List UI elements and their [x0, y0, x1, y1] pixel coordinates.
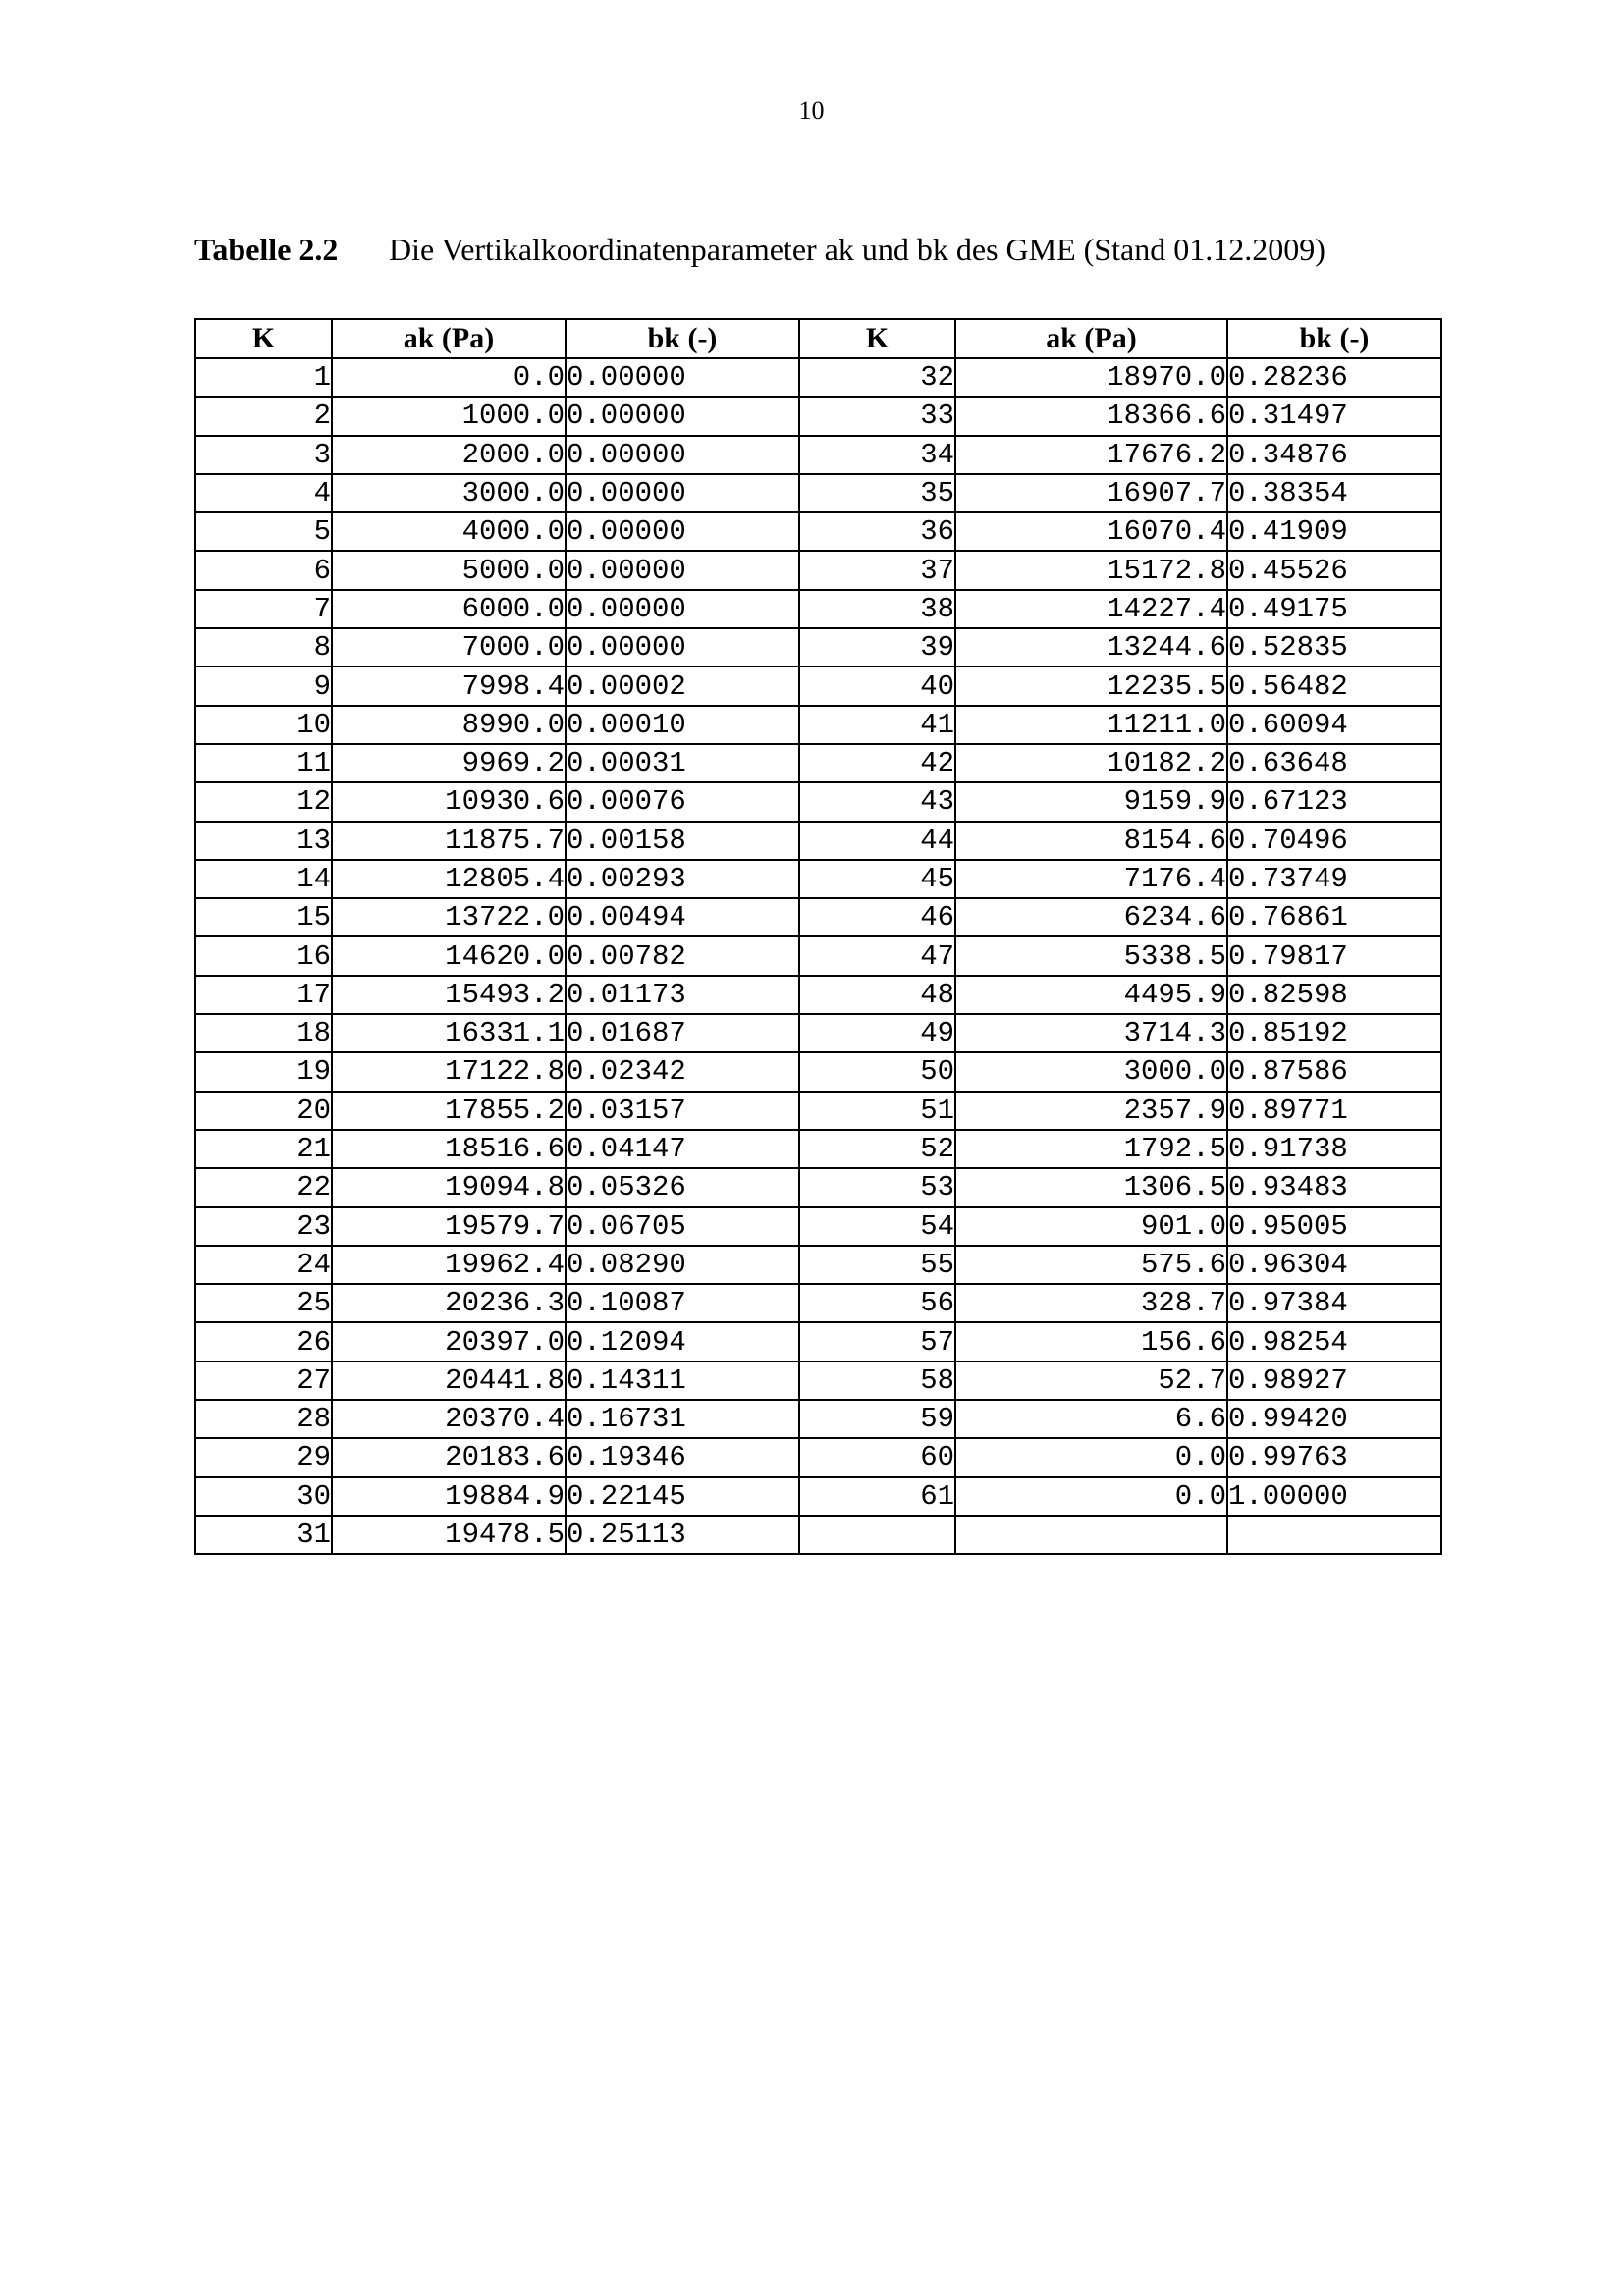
cell-k-left: 11 [195, 744, 332, 782]
cell-ak-right: 901.0 [955, 1207, 1227, 1246]
cell-ak-right: 0.0 [955, 1477, 1227, 1516]
cell-ak-right: 8154.6 [955, 822, 1227, 860]
cell-k-right: 59 [799, 1400, 955, 1438]
cell-bk-left: 0.01687 [566, 1014, 799, 1052]
cell-bk-left: 0.22145 [566, 1477, 799, 1516]
cell-k-left: 2 [195, 397, 332, 435]
cell-ak-left: 19884.9 [332, 1477, 566, 1516]
cell-bk-right: 0.41909 [1227, 512, 1441, 551]
cell-k-left: 4 [195, 474, 332, 512]
cell-ak-left: 20236.3 [332, 1284, 566, 1322]
cell-ak-left: 19478.5 [332, 1516, 566, 1554]
cell-ak-left: 14620.0 [332, 936, 566, 975]
cell-k-right: 44 [799, 822, 955, 860]
cell-k-left: 27 [195, 1362, 332, 1400]
cell-bk-left: 0.00031 [566, 744, 799, 782]
cell-bk-left: 0.10087 [566, 1284, 799, 1322]
cell-ak-left: 3000.0 [332, 474, 566, 512]
header-ak-right: ak (Pa) [955, 319, 1227, 358]
cell-ak-left: 1000.0 [332, 397, 566, 435]
caption-label: Tabelle 2.2 [194, 232, 339, 267]
cell-k-left: 7 [195, 590, 332, 628]
cell-k-right: 38 [799, 590, 955, 628]
cell-k-right: 32 [799, 358, 955, 397]
cell-k-left: 19 [195, 1052, 332, 1091]
cell-bk-right: 0.96304 [1227, 1246, 1441, 1284]
cell-bk-left: 0.00000 [566, 590, 799, 628]
cell-bk-left: 0.00000 [566, 628, 799, 667]
cell-ak-right: 5338.5 [955, 936, 1227, 975]
cell-k-right: 35 [799, 474, 955, 512]
cell-ak-left: 19579.7 [332, 1207, 566, 1246]
cell-bk-right: 0.45526 [1227, 551, 1441, 589]
cell-ak-left: 2000.0 [332, 436, 566, 474]
table-row [195, 551, 1441, 589]
table-row [195, 1092, 1441, 1130]
table-row [195, 1400, 1441, 1438]
cell-ak-right [955, 1516, 1227, 1554]
cell-k-right: 39 [799, 628, 955, 667]
table-row [195, 1477, 1441, 1516]
cell-k-left: 13 [195, 822, 332, 860]
cell-k-right: 42 [799, 744, 955, 782]
cell-k-right: 40 [799, 667, 955, 705]
cell-ak-left: 12805.4 [332, 860, 566, 898]
table-row [195, 397, 1441, 435]
cell-bk-left: 0.00000 [566, 512, 799, 551]
cell-bk-right: 0.67123 [1227, 782, 1441, 821]
cell-bk-left: 0.00000 [566, 358, 799, 397]
cell-bk-left: 0.12094 [566, 1322, 799, 1361]
cell-bk-right: 0.85192 [1227, 1014, 1441, 1052]
cell-bk-left: 0.00000 [566, 474, 799, 512]
cell-k-left: 25 [195, 1284, 332, 1322]
cell-bk-left: 0.00076 [566, 782, 799, 821]
cell-ak-left: 20397.0 [332, 1322, 566, 1361]
cell-ak-right: 1792.5 [955, 1130, 1227, 1168]
cell-bk-left: 0.14311 [566, 1362, 799, 1400]
cell-ak-left: 17855.2 [332, 1092, 566, 1130]
cell-ak-right: 13244.6 [955, 628, 1227, 667]
table-row [195, 1246, 1441, 1284]
cell-bk-left: 0.00782 [566, 936, 799, 975]
table-row [195, 1052, 1441, 1091]
cell-k-left: 21 [195, 1130, 332, 1168]
cell-ak-right: 9159.9 [955, 782, 1227, 821]
cell-ak-left: 8990.0 [332, 706, 566, 744]
cell-k-right: 50 [799, 1052, 955, 1091]
cell-ak-right: 12235.5 [955, 667, 1227, 705]
cell-bk-right: 0.73749 [1227, 860, 1441, 898]
cell-bk-right: 0.49175 [1227, 590, 1441, 628]
table-row [195, 358, 1441, 397]
table-row [195, 1516, 1441, 1554]
cell-ak-right: 16070.4 [955, 512, 1227, 551]
cell-k-left: 12 [195, 782, 332, 821]
cell-ak-left: 20370.4 [332, 1400, 566, 1438]
table-row [195, 936, 1441, 975]
cell-ak-right: 10182.2 [955, 744, 1227, 782]
cell-ak-right: 6234.6 [955, 898, 1227, 936]
cell-k-right: 60 [799, 1438, 955, 1476]
cell-bk-right: 0.79817 [1227, 936, 1441, 975]
cell-k-right: 36 [799, 512, 955, 551]
cell-ak-left: 17122.8 [332, 1052, 566, 1091]
table-row [195, 898, 1441, 936]
cell-k-right: 48 [799, 976, 955, 1014]
cell-k-right: 47 [799, 936, 955, 975]
table-row [195, 782, 1441, 821]
cell-ak-left: 19962.4 [332, 1246, 566, 1284]
cell-k-right: 37 [799, 551, 955, 589]
table-caption [194, 232, 1325, 268]
cell-ak-right: 18970.0 [955, 358, 1227, 397]
header-ak-left: ak (Pa) [332, 319, 566, 358]
cell-k-right: 34 [799, 436, 955, 474]
cell-bk-left: 0.02342 [566, 1052, 799, 1091]
cell-ak-left: 20441.8 [332, 1362, 566, 1400]
cell-k-right: 53 [799, 1168, 955, 1206]
header-bk-left: bk (-) [566, 319, 799, 358]
cell-ak-left: 11875.7 [332, 822, 566, 860]
cell-bk-left: 0.01173 [566, 976, 799, 1014]
cell-k-left: 18 [195, 1014, 332, 1052]
cell-bk-right: 0.82598 [1227, 976, 1441, 1014]
table-row [195, 706, 1441, 744]
cell-ak-left: 9969.2 [332, 744, 566, 782]
table-row [195, 1322, 1441, 1361]
cell-k-right: 57 [799, 1322, 955, 1361]
cell-k-right: 56 [799, 1284, 955, 1322]
table-header-row [195, 319, 1441, 358]
cell-bk-left: 0.00010 [566, 706, 799, 744]
cell-bk-right: 0.76861 [1227, 898, 1441, 936]
cell-ak-right: 1306.5 [955, 1168, 1227, 1206]
cell-ak-right: 4495.9 [955, 976, 1227, 1014]
cell-ak-right: 575.6 [955, 1246, 1227, 1284]
table-row [195, 1438, 1441, 1476]
cell-ak-left: 4000.0 [332, 512, 566, 551]
table-row [195, 628, 1441, 667]
cell-bk-right: 0.56482 [1227, 667, 1441, 705]
table-row [195, 1130, 1441, 1168]
cell-bk-right: 1.00000 [1227, 1477, 1441, 1516]
cell-bk-left: 0.05326 [566, 1168, 799, 1206]
cell-ak-right: 3000.0 [955, 1052, 1227, 1091]
cell-ak-right: 6.6 [955, 1400, 1227, 1438]
cell-ak-right: 328.7 [955, 1284, 1227, 1322]
table-row [195, 976, 1441, 1014]
cell-ak-left: 13722.0 [332, 898, 566, 936]
cell-ak-left: 19094.8 [332, 1168, 566, 1206]
cell-k-left: 14 [195, 860, 332, 898]
cell-k-right: 46 [799, 898, 955, 936]
cell-ak-right: 16907.7 [955, 474, 1227, 512]
page-number: 10 [798, 96, 825, 125]
table-row [195, 667, 1441, 705]
cell-k-right: 45 [799, 860, 955, 898]
cell-ak-right: 0.0 [955, 1438, 1227, 1476]
cell-k-right: 33 [799, 397, 955, 435]
cell-k-right: 41 [799, 706, 955, 744]
cell-k-left: 20 [195, 1092, 332, 1130]
table-row [195, 436, 1441, 474]
cell-k-left: 1 [195, 358, 332, 397]
cell-k-left: 15 [195, 898, 332, 936]
cell-k-left: 22 [195, 1168, 332, 1206]
cell-k-right: 55 [799, 1246, 955, 1284]
header-bk-right: bk (-) [1227, 319, 1441, 358]
cell-ak-right: 17676.2 [955, 436, 1227, 474]
cell-ak-left: 10930.6 [332, 782, 566, 821]
table-row [195, 860, 1441, 898]
cell-bk-left: 0.25113 [566, 1516, 799, 1554]
cell-k-right: 54 [799, 1207, 955, 1246]
cell-k-right: 58 [799, 1362, 955, 1400]
cell-ak-left: 20183.6 [332, 1438, 566, 1476]
vertical-coordinate-table [194, 318, 1442, 1555]
cell-bk-right: 0.97384 [1227, 1284, 1441, 1322]
cell-ak-right: 14227.4 [955, 590, 1227, 628]
table-row [195, 1014, 1441, 1052]
header-k-left: K [195, 319, 332, 358]
cell-ak-right: 3714.3 [955, 1014, 1227, 1052]
cell-ak-left: 0.0 [332, 358, 566, 397]
table-row [195, 1207, 1441, 1246]
cell-k-right: 49 [799, 1014, 955, 1052]
cell-ak-right: 7176.4 [955, 860, 1227, 898]
cell-ak-right: 11211.0 [955, 706, 1227, 744]
cell-bk-left: 0.08290 [566, 1246, 799, 1284]
cell-bk-left: 0.04147 [566, 1130, 799, 1168]
cell-bk-right [1227, 1516, 1441, 1554]
cell-k-left: 6 [195, 551, 332, 589]
table-row [195, 590, 1441, 628]
cell-k-left: 3 [195, 436, 332, 474]
cell-ak-left: 18516.6 [332, 1130, 566, 1168]
cell-bk-right: 0.93483 [1227, 1168, 1441, 1206]
caption-text: Die Vertikalkoordinatenparameter ak und bk des GME (Stand 01.12.2009) [389, 232, 1325, 267]
cell-bk-left: 0.00000 [566, 436, 799, 474]
cell-ak-left: 16331.1 [332, 1014, 566, 1052]
cell-k-left: 23 [195, 1207, 332, 1246]
cell-ak-right: 156.6 [955, 1322, 1227, 1361]
cell-ak-left: 15493.2 [332, 976, 566, 1014]
cell-bk-left: 0.03157 [566, 1092, 799, 1130]
cell-bk-right: 0.99763 [1227, 1438, 1441, 1476]
cell-bk-left: 0.16731 [566, 1400, 799, 1438]
cell-bk-left: 0.00002 [566, 667, 799, 705]
cell-bk-left: 0.06705 [566, 1207, 799, 1246]
cell-bk-left: 0.00494 [566, 898, 799, 936]
cell-ak-right: 15172.8 [955, 551, 1227, 589]
cell-bk-right: 0.38354 [1227, 474, 1441, 512]
cell-k-left: 31 [195, 1516, 332, 1554]
cell-bk-left: 0.00293 [566, 860, 799, 898]
cell-bk-right: 0.34876 [1227, 436, 1441, 474]
cell-bk-right: 0.91738 [1227, 1130, 1441, 1168]
cell-k-left: 16 [195, 936, 332, 975]
cell-k-left: 5 [195, 512, 332, 551]
cell-k-right: 61 [799, 1477, 955, 1516]
cell-bk-left: 0.00158 [566, 822, 799, 860]
cell-k-left: 30 [195, 1477, 332, 1516]
cell-bk-left: 0.00000 [566, 551, 799, 589]
cell-bk-right: 0.89771 [1227, 1092, 1441, 1130]
table-body [195, 358, 1441, 1554]
cell-bk-right: 0.70496 [1227, 822, 1441, 860]
cell-ak-left: 7998.4 [332, 667, 566, 705]
cell-k-right: 52 [799, 1130, 955, 1168]
cell-k-left: 29 [195, 1438, 332, 1476]
cell-k-right [799, 1516, 955, 1554]
cell-ak-right: 18366.6 [955, 397, 1227, 435]
cell-ak-left: 6000.0 [332, 590, 566, 628]
table-row [195, 474, 1441, 512]
cell-k-left: 8 [195, 628, 332, 667]
cell-bk-left: 0.00000 [566, 397, 799, 435]
cell-k-left: 28 [195, 1400, 332, 1438]
cell-bk-right: 0.87586 [1227, 1052, 1441, 1091]
cell-bk-right: 0.28236 [1227, 358, 1441, 397]
table-row [195, 1362, 1441, 1400]
cell-k-right: 43 [799, 782, 955, 821]
cell-ak-right: 52.7 [955, 1362, 1227, 1400]
cell-k-left: 17 [195, 976, 332, 1014]
cell-k-left: 10 [195, 706, 332, 744]
header-k-right: K [799, 319, 955, 358]
cell-bk-right: 0.60094 [1227, 706, 1441, 744]
cell-bk-right: 0.52835 [1227, 628, 1441, 667]
cell-ak-left: 5000.0 [332, 551, 566, 589]
cell-k-left: 9 [195, 667, 332, 705]
cell-k-left: 26 [195, 1322, 332, 1361]
cell-bk-right: 0.31497 [1227, 397, 1441, 435]
cell-bk-right: 0.98254 [1227, 1322, 1441, 1361]
cell-k-left: 24 [195, 1246, 332, 1284]
table-row [195, 822, 1441, 860]
cell-bk-right: 0.98927 [1227, 1362, 1441, 1400]
cell-bk-right: 0.99420 [1227, 1400, 1441, 1438]
cell-k-right: 51 [799, 1092, 955, 1130]
table-row [195, 512, 1441, 551]
cell-bk-right: 0.95005 [1227, 1207, 1441, 1246]
cell-bk-left: 0.19346 [566, 1438, 799, 1476]
cell-ak-right: 2357.9 [955, 1092, 1227, 1130]
table-row [195, 1284, 1441, 1322]
table-row [195, 744, 1441, 782]
cell-ak-left: 7000.0 [332, 628, 566, 667]
cell-bk-right: 0.63648 [1227, 744, 1441, 782]
table-row [195, 1168, 1441, 1206]
